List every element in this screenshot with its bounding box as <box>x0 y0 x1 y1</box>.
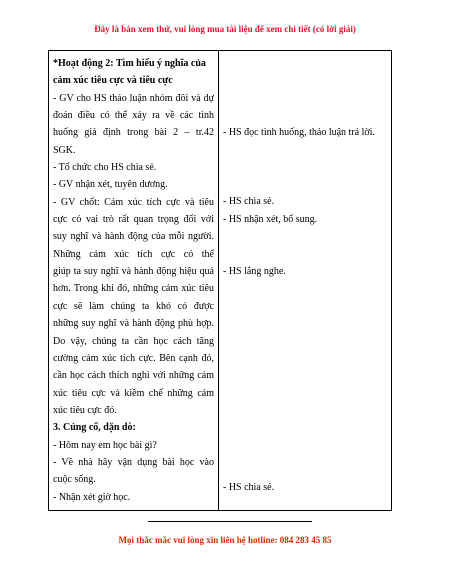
student-response: - HS đọc tình huống, thảo luận trả lời. <box>223 127 375 138</box>
text-line: cần học cách thích nghi với những cảm <box>53 370 214 382</box>
student-response: - HS chia sẻ. <box>223 482 275 493</box>
text-line: - GV nhận xét, tuyên dương. <box>53 179 168 191</box>
section-3-heading: 3. Củng cố, dặn dò: <box>53 422 136 434</box>
text-line: xúc tiêu cực và kiềm chế những cảm <box>53 387 214 399</box>
student-response: - HS nhận xét, bổ sung. <box>223 214 318 225</box>
text-line: những suy nghĩ và hành động phù hợp. <box>53 318 214 330</box>
text-line: hơn. Trong khi đó, những cảm xúc tiêu <box>53 283 214 295</box>
text-line: huống giả định trong bài 2 – tr.42 <box>53 127 214 139</box>
preview-notice-banner: Đây là bản xem thử, vui lòng mua tài liệu để xem chi tiết (có lời giải) <box>94 24 356 34</box>
lesson-plan-table <box>48 50 392 511</box>
teacher-activity-cell <box>49 51 219 511</box>
text-line: cực có vai trò rất quan trọng đối với <box>53 214 214 226</box>
text-line: suy nghĩ và hành động của mỗi người. <box>53 231 214 243</box>
footer-divider <box>148 521 312 522</box>
activity-2-heading: *Hoạt động 2: Tìm hiểu ý nghĩa của <box>53 58 206 69</box>
table-row <box>49 51 392 511</box>
text-line: cuộc sống. <box>53 474 96 486</box>
text-line: đoán điều có thể xảy ra về các tình <box>53 110 214 122</box>
text-line: SGK. <box>53 144 76 156</box>
student-response: - HS chia sẻ. <box>223 196 275 207</box>
text-line: xúc tiêu cực đó. <box>53 404 117 416</box>
text-line: - Tổ chức cho HS chia sẻ. <box>53 162 157 174</box>
student-response: - HS lắng nghe. <box>223 266 286 277</box>
text-line: cực sẽ làm chúng ta khó có được <box>53 300 214 312</box>
text-line: - Hôm nay em học bài gì? <box>53 439 157 451</box>
text-line: Những cảm xúc tích cực có thể <box>53 248 214 260</box>
text-line: - GV chốt: Cảm xúc tích cực và tiêu <box>53 196 214 208</box>
text-line: - Về nhà hãy vận dụng bài học vào <box>53 456 214 468</box>
student-activity-cell <box>219 51 392 511</box>
text-line: - GV cho HS thảo luận nhóm đôi và dự <box>53 92 214 104</box>
text-line: - Nhận xét giờ học. <box>53 491 131 503</box>
text-line: Do vậy, chúng ta cần học cách tăng <box>53 335 214 347</box>
text-line: cường cảm xúc tích cực. Bên cạnh đó, <box>53 352 214 364</box>
hotline-footer-banner: Mọi thắc mắc vui lòng xin liên hệ hotline: 084 283 45 85 <box>118 535 332 545</box>
text-line: giúp ta suy nghĩ và hành động hiệu quả <box>53 266 214 278</box>
activity-2-heading-cont: cảm xúc tiêu cực và tiêu cực <box>53 75 173 87</box>
